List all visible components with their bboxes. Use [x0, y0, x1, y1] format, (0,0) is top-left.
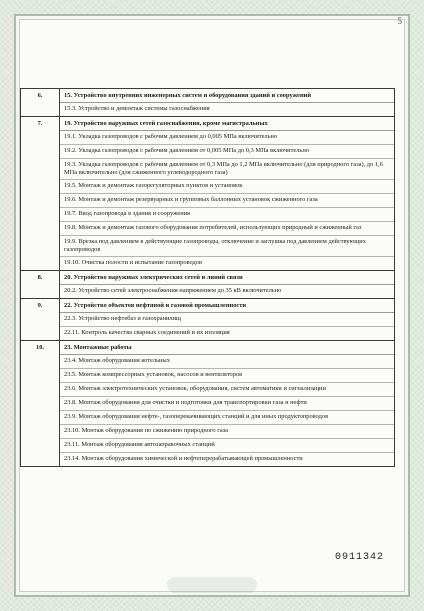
work-item: 19.8. Монтаж и демонтаж газового оборудования потребителей, использующих природный и сжиженный газ: [60, 222, 394, 236]
work-item: 19.9. Врезка под давлением в действующие газопроводы, отключение и заглушка под давлением действующих газопроводов: [60, 236, 394, 257]
work-item: 19.10. Очистка полости и испытание газопроводов: [64, 259, 202, 266]
section-title: 15. Устройство внутренних инженерных систем и оборудования зданий и сооружений: [60, 89, 394, 103]
section-row: [21, 299, 395, 341]
section-content: [60, 299, 395, 341]
watermark-emblem: [167, 577, 257, 593]
work-item: 22.11. Контроль качества сварных соединений и их изоляция: [64, 329, 230, 336]
page-number: 5: [397, 16, 402, 26]
section-number: 8.: [21, 271, 60, 299]
section-content: [60, 271, 395, 299]
work-item: 19.5. Монтаж и демонтаж газорегуляторных пунктов и установок: [60, 180, 394, 194]
section-title: 19. Устройство наружных сетей газоснабжения, кроме магистральных: [60, 117, 394, 131]
serial-number: 0911342: [334, 552, 384, 563]
section-row: [21, 117, 395, 271]
section-content: [60, 89, 395, 117]
section-number: 7.: [21, 117, 60, 271]
work-item: 19.1. Укладка газопроводов с рабочим давлением до 0,005 МПа включительно: [60, 131, 394, 145]
work-item: 23.8. Монтаж оборудования для очистки и подготовки для транспортировки газа и нефти: [60, 397, 394, 411]
work-item: 20.2. Устройство сетей электроснабжения напряжением до 35 кВ включительно: [64, 287, 282, 294]
work-item: 23.11. Монтаж оборудования автозаправочных станций: [60, 439, 394, 453]
section-number: 9.: [21, 299, 60, 341]
section-title: 22. Устройство объектов нефтяной и газовой промышленности: [60, 299, 394, 313]
section-number: 10.: [21, 341, 60, 467]
work-item: 23.6. Монтаж электротехнических установок, оборудования, систем автоматики и сигнализации: [60, 383, 394, 397]
works-table: [20, 88, 395, 467]
work-item: 19.2. Укладка газопроводов с рабочим давлением от 0,005 МПа до 0,3 МПа включительно: [60, 145, 394, 159]
section-content: [60, 341, 395, 467]
section-number: 6.: [21, 89, 60, 117]
section-title: 23. Монтажные работы: [60, 341, 394, 355]
section-row: [21, 271, 395, 299]
section-title: 20. Устройство наружных электрических сетей и линий связи: [60, 271, 394, 285]
work-item: 19.6. Монтаж и демонтаж резервуарных и групповых баллонных установок сжиженного газа: [60, 194, 394, 208]
work-item: 23.10. Монтаж оборудования по сжижению природного газа: [60, 425, 394, 439]
work-item: 23.9. Монтаж оборудования нефте-, газоперекачивающих станций и для иных продуктопроводов: [60, 411, 394, 425]
work-item: 23.4. Монтаж оборудования котельных: [60, 355, 394, 369]
section-row: [21, 341, 395, 467]
work-item: 22.3. Устройство нефтебаз и газохранилищ: [60, 313, 394, 327]
work-item: 23.14. Монтаж оборудования химической и нефтеперерабатывающей промышленности: [64, 455, 303, 462]
work-item: 19.3. Укладка газопроводов с рабочим давлением от 0,3 МПа до 1,2 МПа включительно (для природного газа), до 1,6 МПа включительно (для сжиженного углеводородного газа): [60, 159, 394, 180]
work-item: 15.3. Устройство и демонтаж системы газоснабжения: [64, 105, 210, 112]
section-row: [21, 89, 395, 117]
work-item: 19.7. Ввод газопровода в здания и сооружения: [60, 208, 394, 222]
section-content: [60, 117, 395, 271]
work-item: 23.5. Монтаж компрессорных установок, насосов и вентиляторов: [60, 369, 394, 383]
